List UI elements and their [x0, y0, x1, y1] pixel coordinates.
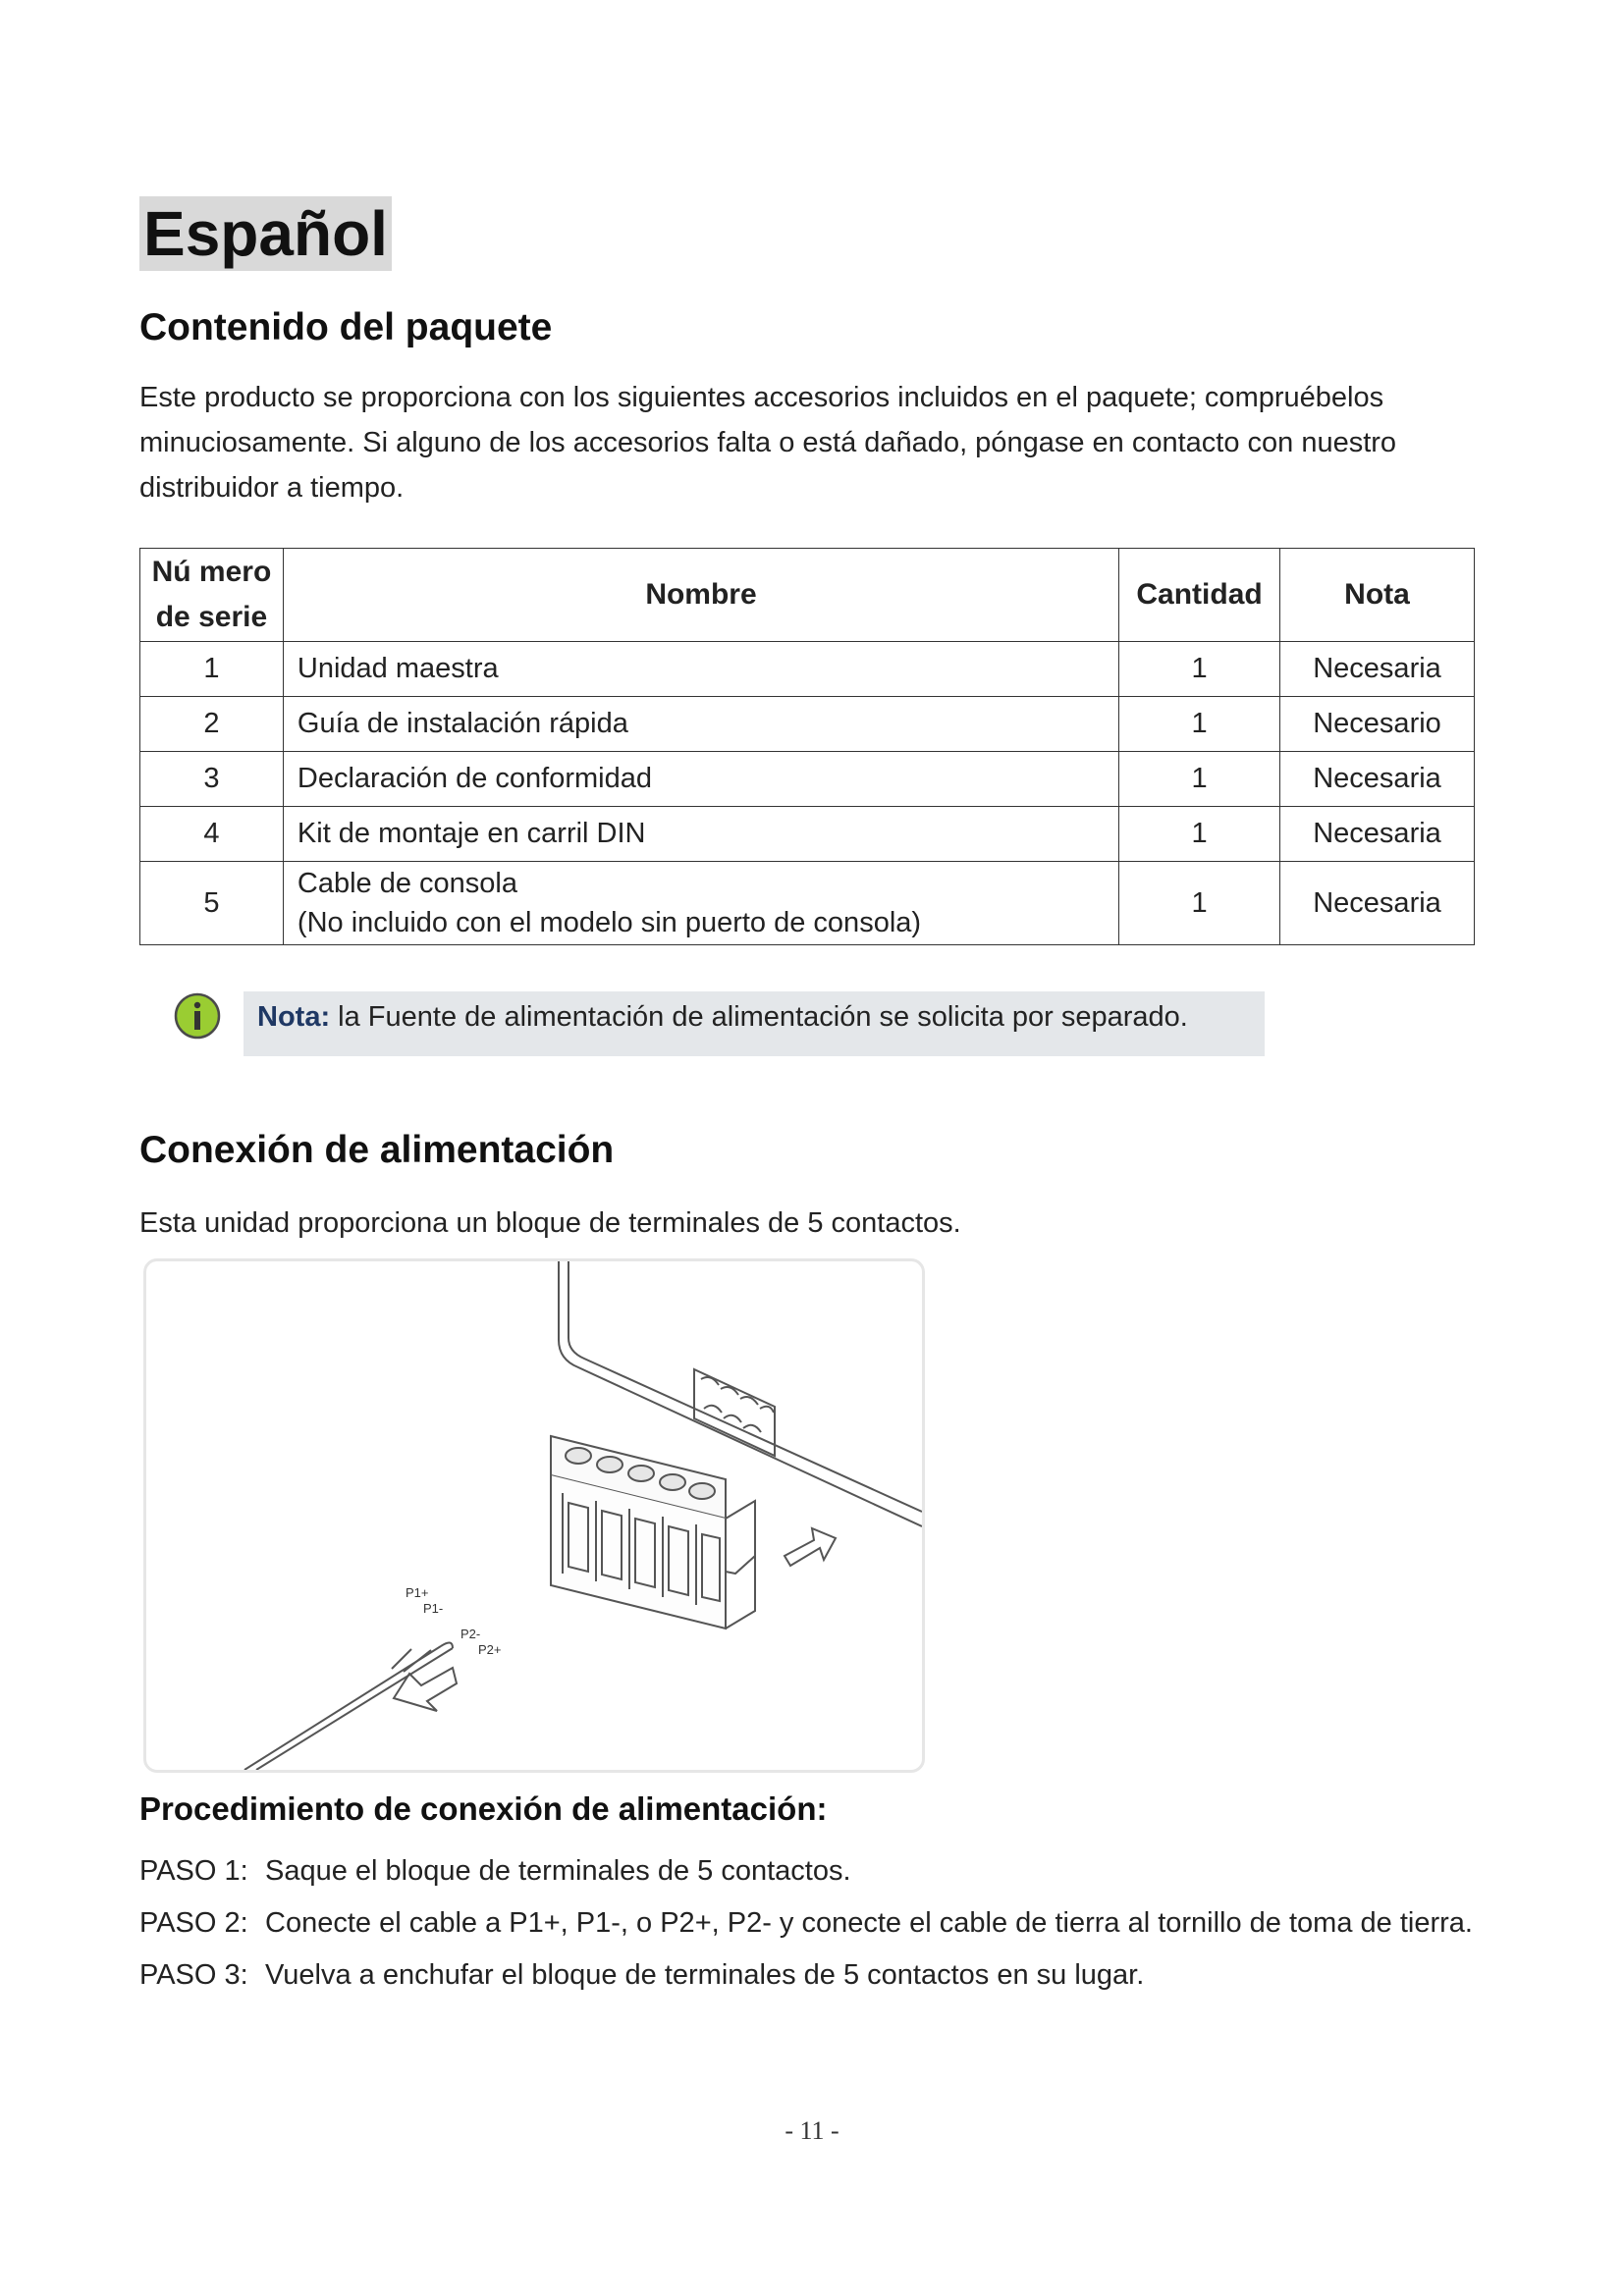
row-note: Necesario — [1280, 697, 1475, 752]
power-connection-heading: Conexión de alimentación — [139, 1129, 615, 1171]
label-p2-plus: P2+ — [478, 1642, 502, 1657]
row-quantity: 1 — [1119, 862, 1280, 945]
row-note: Necesaria — [1280, 752, 1475, 807]
serial-number-header: Nú mero de serie — [140, 549, 284, 642]
row-name: Unidad maestra — [283, 642, 1118, 697]
row-note: Necesaria — [1280, 642, 1475, 697]
list-item — [139, 1845, 1514, 1897]
row-quantity: 1 — [1119, 752, 1280, 807]
row-quantity: 1 — [1119, 642, 1280, 697]
row-name: Kit de montaje en carril DIN — [283, 807, 1118, 862]
power-supply-note — [244, 991, 1265, 1056]
label-p1-minus: P1- — [423, 1601, 444, 1616]
table-row — [140, 697, 1475, 752]
power-intro: Esta unidad proporciona un bloque de terminales de 5 contactos. — [139, 1207, 961, 1239]
quantity-header: Cantidad — [1119, 549, 1280, 642]
list-item — [139, 1949, 1514, 2002]
row-number: 2 — [140, 697, 284, 752]
row-quantity: 1 — [1119, 697, 1280, 752]
table-row — [140, 862, 1475, 945]
package-intro: Este producto se proporciona con los siguientes accesorios incluidos en el paquete; compruébelos minuciosamente. Si alguno de los accesorios falta o está dañado, póngase en contacto con nuestro distribuidor a tiempo. — [139, 382, 1397, 504]
row-number: 1 — [140, 642, 284, 697]
step-text: Vuelva a enchufar el bloque de terminales de 5 contactos en su lugar. — [265, 1959, 1145, 1991]
name-header: Nombre — [283, 549, 1118, 642]
row-note: Necesaria — [1280, 862, 1475, 945]
terminal-block-figure — [143, 1258, 925, 1773]
package-contents-heading: Contenido del paquete — [139, 306, 553, 348]
table-header-row — [140, 549, 1475, 642]
page-number: - 11 - — [785, 2116, 839, 2145]
step-text: Saque el bloque de terminales de 5 contactos. — [265, 1855, 851, 1887]
row-name: Cable de consola (No incluido con el modelo sin puerto de consola) — [283, 862, 1118, 945]
note-label: Nota: — [257, 1001, 331, 1033]
language-heading: Español — [139, 196, 392, 271]
terminal-block-illustration — [146, 1261, 922, 1770]
note-header: Nota — [1280, 549, 1475, 642]
row-name: Guía de instalación rápida — [283, 697, 1118, 752]
row-name: Declaración de conformidad — [283, 752, 1118, 807]
row-number: 4 — [140, 807, 284, 862]
row-note: Necesaria — [1280, 807, 1475, 862]
step-text: Conecte el cable a P1+, P1-, o P2+, P2- y conecte el cable de tierra al tornillo de toma de tierra. — [265, 1907, 1473, 1939]
row-number: 3 — [140, 752, 284, 807]
info-icon — [173, 991, 222, 1041]
step-label: PASO 1: — [139, 1855, 248, 1887]
table-row — [140, 642, 1475, 697]
table-row — [140, 807, 1475, 862]
label-p1-plus: P1+ — [406, 1585, 429, 1600]
table-row — [140, 752, 1475, 807]
procedure-steps — [139, 1845, 1514, 2002]
step-label: PASO 3: — [139, 1959, 248, 1991]
row-number: 5 — [140, 862, 284, 945]
list-item — [139, 1897, 1514, 1949]
procedure-heading: Procedimiento de conexión de alimentación: — [139, 1790, 828, 1827]
step-label: PASO 2: — [139, 1907, 248, 1939]
row-quantity: 1 — [1119, 807, 1280, 862]
package-contents-table — [139, 548, 1475, 945]
note-text: la Fuente de alimentación de alimentación se solicita por separado. — [330, 1001, 1188, 1033]
label-p2-minus: P2- — [460, 1627, 481, 1641]
